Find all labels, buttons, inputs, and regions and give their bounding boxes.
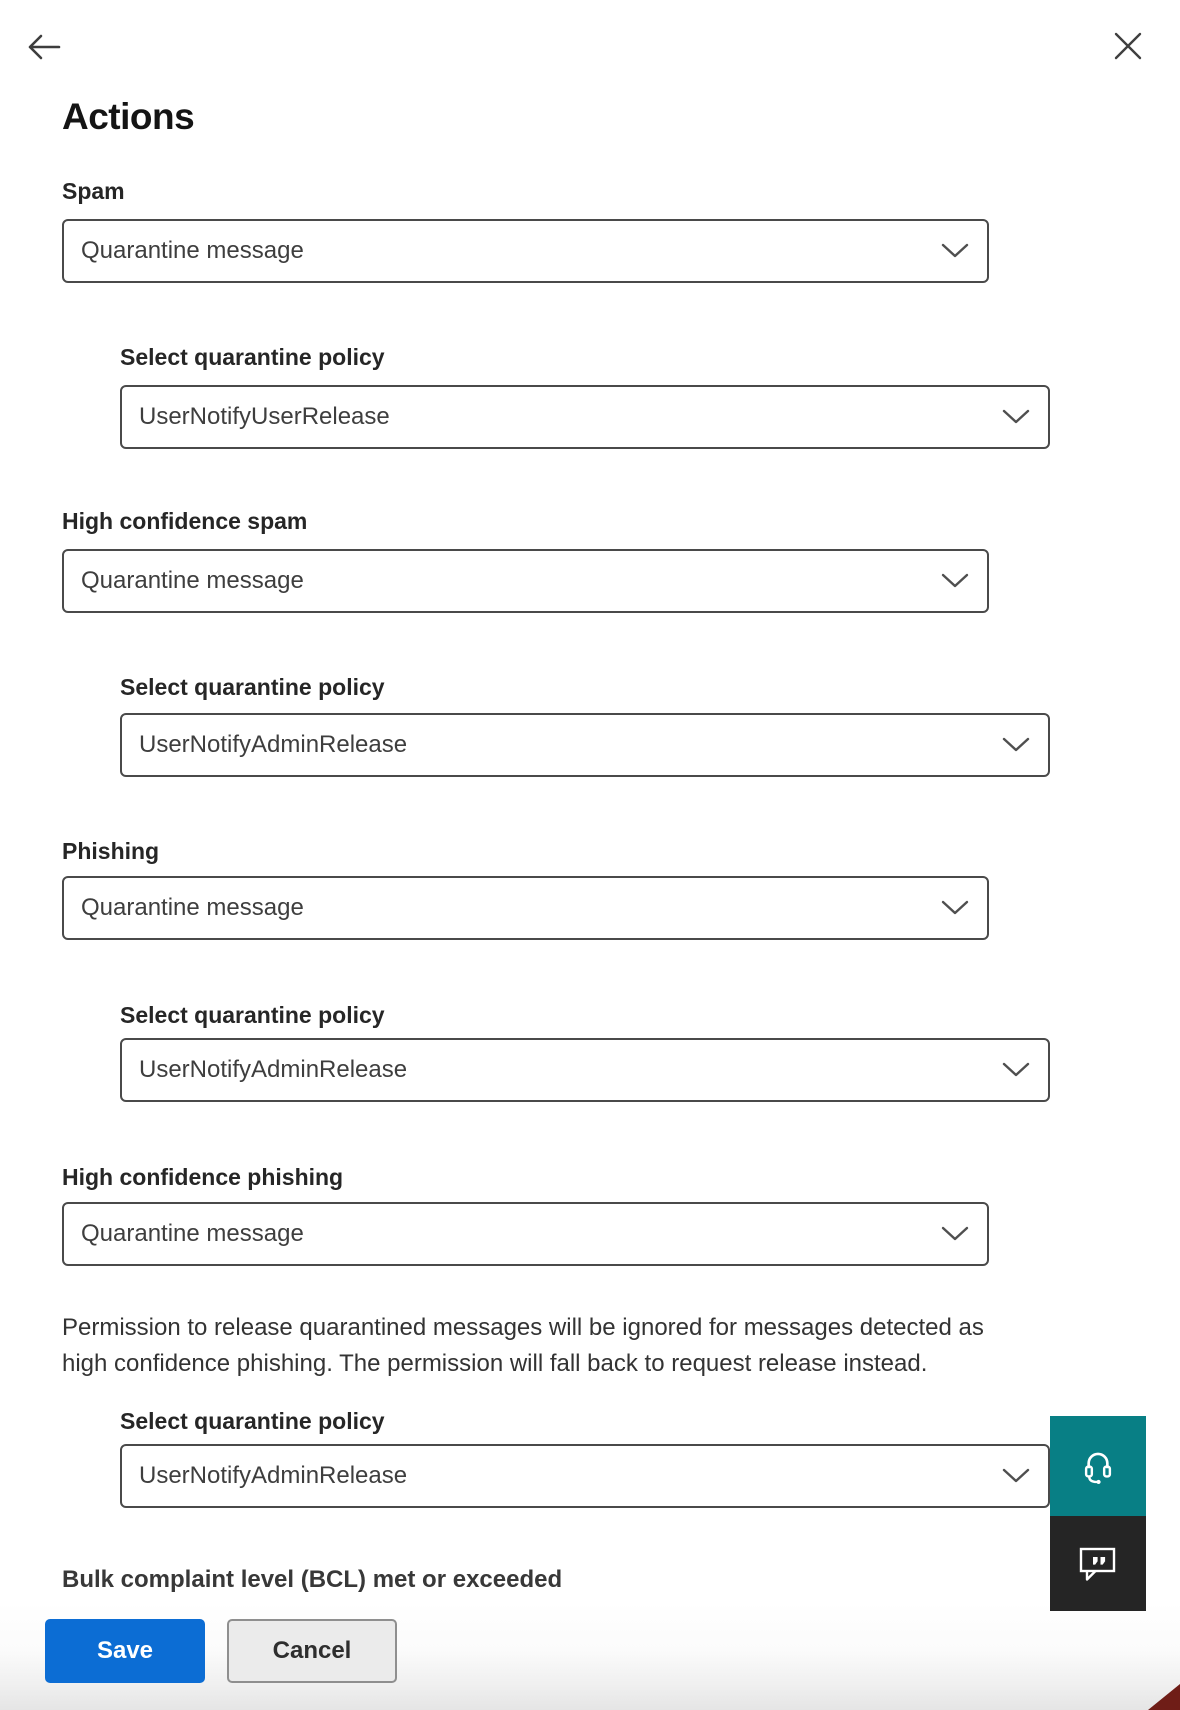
chevron-down-icon (941, 243, 969, 259)
help-widget-button[interactable] (1050, 1416, 1146, 1516)
note-line-1: Permission to release quarantined messages will be ignored for messages detected as (62, 1314, 984, 1341)
back-button[interactable] (26, 32, 62, 62)
phishing-action-value: Quarantine message (81, 894, 304, 921)
high-confidence-spam-action-value: Quarantine message (81, 567, 304, 594)
spam-label: Spam (62, 178, 125, 204)
save-button[interactable]: Save (45, 1619, 205, 1683)
high-confidence-spam-quarantine-policy-value: UserNotifyAdminRelease (139, 731, 408, 758)
chevron-down-icon (1002, 409, 1030, 425)
high-confidence-phishing-action-dropdown[interactable] (62, 1202, 989, 1266)
high-confidence-spam-quarantine-policy-label: Select quarantine policy (120, 674, 385, 700)
spam-action-dropdown[interactable] (62, 219, 989, 283)
spam-quarantine-policy-dropdown[interactable] (120, 385, 1050, 449)
note-line-2: high confidence phishing. The permission will fall back to request release instead. (62, 1350, 928, 1377)
phishing-action-dropdown[interactable] (62, 876, 989, 940)
high-confidence-phishing-label: High confidence phishing (62, 1164, 344, 1190)
phishing-quarantine-policy-value: UserNotifyAdminRelease (139, 1056, 408, 1083)
cancel-button[interactable]: Cancel (227, 1619, 397, 1683)
background-window-corner (1148, 1684, 1180, 1710)
spam-quarantine-policy-value: UserNotifyUserRelease (139, 403, 390, 430)
high-confidence-phishing-quarantine-policy-label: Select quarantine policy (120, 1408, 385, 1434)
chevron-down-icon (1002, 737, 1030, 753)
spam-quarantine-policy-label: Select quarantine policy (120, 344, 385, 370)
chevron-down-icon (1002, 1062, 1030, 1078)
bcl-section-label: Bulk complaint level (BCL) met or exceeded (62, 1566, 563, 1593)
high-confidence-phishing-action-value: Quarantine message (81, 1220, 304, 1247)
back-arrow-icon (26, 50, 62, 65)
chevron-down-icon (1002, 1468, 1030, 1484)
phishing-quarantine-policy-label: Select quarantine policy (120, 1002, 385, 1028)
high-confidence-spam-quarantine-policy-dropdown[interactable] (120, 713, 1050, 777)
close-icon (1113, 48, 1143, 63)
phishing-quarantine-policy-dropdown[interactable] (120, 1038, 1050, 1102)
high-confidence-phishing-quarantine-policy-dropdown[interactable] (120, 1444, 1050, 1508)
high-confidence-phishing-note (62, 1310, 1142, 1382)
chevron-down-icon (941, 900, 969, 916)
chevron-down-icon (941, 573, 969, 589)
speech-bubble-icon (1077, 1546, 1119, 1582)
high-confidence-spam-action-dropdown[interactable] (62, 549, 989, 613)
feedback-widget-button[interactable] (1050, 1516, 1146, 1611)
chevron-down-icon (941, 1226, 969, 1242)
high-confidence-phishing-quarantine-policy-value: UserNotifyAdminRelease (139, 1462, 408, 1489)
phishing-label: Phishing (62, 838, 160, 864)
headset-icon (1076, 1444, 1120, 1488)
bcl-section-label-clipped (62, 1566, 962, 1603)
close-button[interactable] (1112, 31, 1144, 61)
high-confidence-spam-label: High confidence spam (62, 508, 308, 534)
panel-footer (0, 1602, 1180, 1710)
spam-action-value: Quarantine message (81, 237, 304, 264)
page-title: Actions (62, 96, 195, 137)
